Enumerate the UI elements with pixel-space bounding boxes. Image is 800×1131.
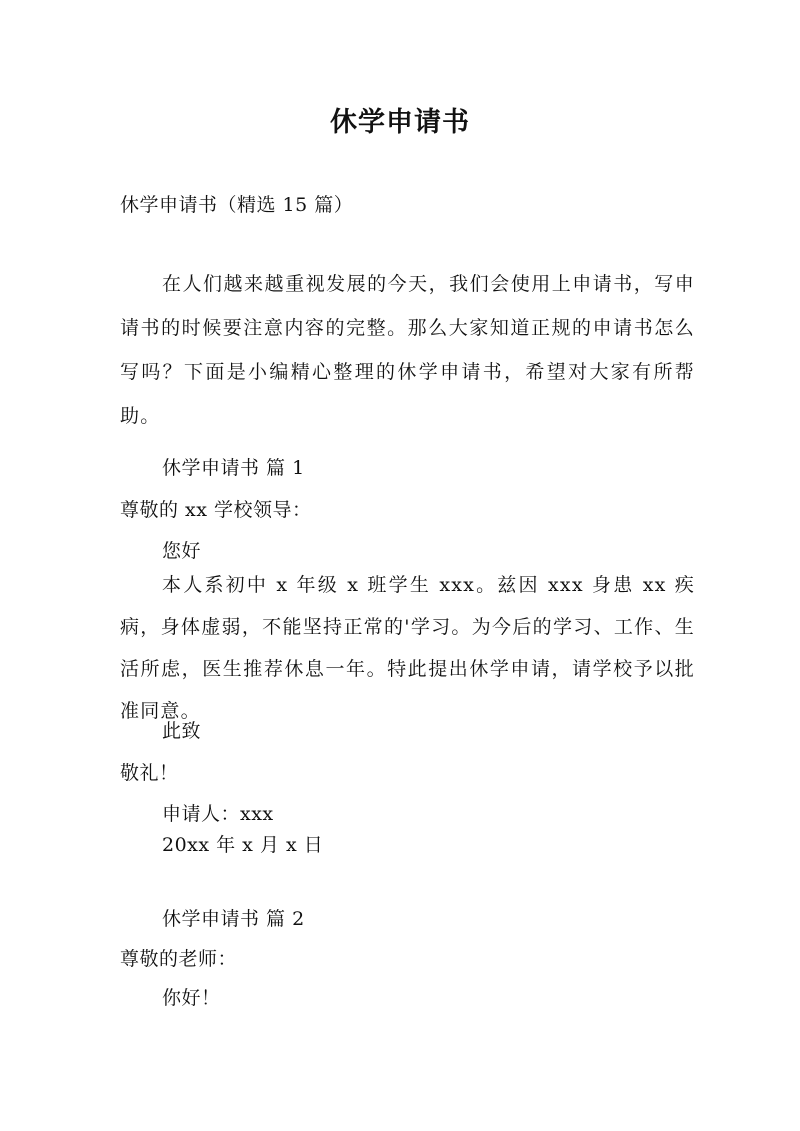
greeting-2: 你好！ — [162, 987, 221, 1009]
document-title: 休学申请书 — [330, 107, 470, 138]
salutation-1: 尊敬的 xx 学校领导： — [120, 499, 312, 521]
date: 20xx 年 x 月 x 日 — [162, 834, 324, 856]
body-text-1: 本人系初中 x 年级 x 班学生 xxx。兹因 xxx 身患 xx 疾病，身体虚弱，不能坚持正常的'学习。为今后的学习、工作、生活所虑，医生推荐休息一年。特此提出休学申请，请学校予以批准同意。 — [120, 574, 695, 722]
section-heading-1: 休学申请书 篇 1 — [162, 457, 305, 479]
closing-1: 此致 — [162, 720, 202, 742]
signature: 申请人：xxx — [162, 803, 274, 825]
body-paragraph-1 — [120, 564, 695, 732]
salutation-2: 尊敬的老师： — [120, 948, 238, 970]
intro-paragraph — [120, 262, 695, 438]
section-heading-2: 休学申请书 篇 2 — [162, 908, 305, 930]
closing-2: 敬礼！ — [120, 762, 179, 784]
intro-text: 在人们越来越重视发展的今天，我们会使用上申请书，写申请书的时候要注意内容的完整。那么大家知道正规的申请书怎么写吗？下面是小编精心整理的休学申请书，希望对大家有所帮助。 — [120, 273, 695, 427]
document-subtitle: 休学申请书（精选 15 篇） — [120, 194, 354, 216]
greeting-1: 您好 — [162, 540, 202, 562]
